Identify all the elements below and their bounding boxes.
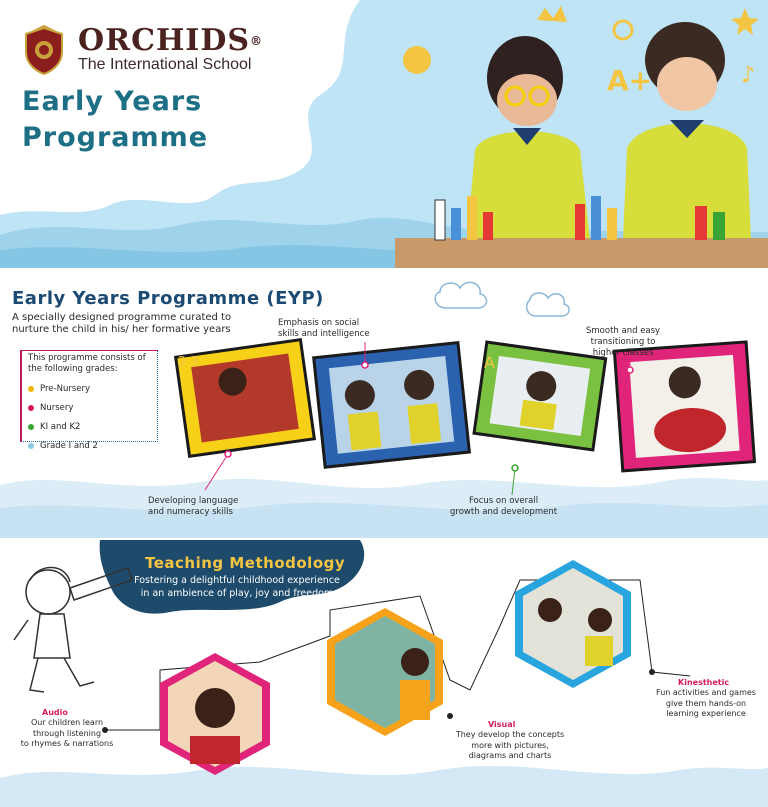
description-line: more with pictures,: [471, 740, 549, 750]
grades-list-box: [20, 350, 158, 451]
note-line: Developing language: [148, 496, 239, 506]
grade-item: [28, 422, 151, 432]
bullet-dot-icon: [28, 443, 34, 449]
note-line: higher classes: [592, 348, 654, 358]
school-logo[interactable]: [18, 24, 263, 76]
cloud-doodle-icon: [435, 282, 486, 308]
teaching-artwork: [0, 540, 768, 807]
boy-with-telescope-sketch: [14, 567, 132, 692]
description-line: through listening: [32, 728, 102, 738]
note-language-skills: [148, 496, 238, 518]
subtitle-line: in an ambience of play, joy and freedom: [140, 588, 334, 599]
cheese-doodle-icon: [403, 46, 431, 74]
visual-description: [450, 730, 570, 762]
cloud-doodle-icon-2: [527, 293, 569, 316]
hero-children-photo: [395, 0, 768, 268]
description-line: to rhymes & narrations: [20, 739, 114, 748]
hexagon-photo-visual: [327, 608, 443, 736]
a-doodle-icon: A: [484, 353, 495, 372]
photo-frame-pink: [614, 342, 754, 471]
audio-label: Audio: [42, 708, 68, 717]
note-line: Smooth and easy: [586, 326, 661, 336]
bullet-dot-icon: [28, 424, 34, 430]
grade-item: [28, 441, 151, 451]
grade-label: Pre-Nursery: [40, 384, 91, 394]
description-line: They develop the concepts: [455, 730, 565, 739]
hexagon-photo-kinesthetic: [515, 560, 631, 688]
teaching-title: Teaching Methodology: [145, 554, 346, 572]
grades-intro-line-1: This programme consists of: [28, 353, 146, 363]
kinesthetic-description: [650, 688, 762, 720]
section-title: Early Years Programme (EYP): [12, 288, 324, 309]
note-transitioning: [586, 326, 660, 359]
teaching-subtitle: [132, 574, 342, 600]
hexagon-photo-audio: [160, 653, 270, 775]
teaching-section: [0, 540, 768, 807]
audio-description: [12, 718, 122, 750]
eyp-section: [0, 270, 768, 538]
subtitle-line: Fostering a delightful childhood experience: [134, 575, 340, 586]
numbers-doodle-icon: 2 3: [178, 355, 199, 370]
note-overall-growth: [450, 496, 557, 518]
school-name: ORCHIDS: [78, 23, 250, 58]
star-doodle-icon: [731, 8, 759, 35]
subtitle-line-1: A specially designed programme curated to: [12, 312, 232, 323]
bullet-dot-icon: [28, 405, 34, 411]
grade-item: [28, 384, 151, 394]
grades-intro-line-2: the following grades:: [28, 364, 118, 374]
note-social-skills: [278, 318, 370, 340]
grades-intro: [28, 353, 151, 375]
registered-mark: ®: [250, 34, 263, 48]
photo-frame-blue: [314, 343, 470, 468]
grade-label: Nursery: [40, 403, 74, 413]
note-line: transitioning to: [590, 337, 656, 347]
title-line-1: Early Years: [22, 86, 203, 117]
bulb-doodle-icon: [614, 21, 632, 39]
description-line: Fun activities and games: [656, 688, 756, 697]
school-subtitle: The International School: [78, 56, 252, 73]
title-line-2: Programme: [22, 122, 209, 153]
a-plus-doodle-icon: A+: [607, 64, 653, 97]
bullet-dot-icon: [28, 386, 34, 392]
section-subtitle: [12, 312, 282, 336]
description-line: give them hands-on: [665, 698, 747, 708]
note-line: Focus on overall: [468, 496, 539, 506]
subtitle-line-2: nurture the child in his/ her formative years: [12, 324, 231, 335]
page-title: [22, 84, 272, 156]
visual-label: Visual: [488, 720, 516, 729]
hero-banner: [0, 0, 768, 268]
note-line: Emphasis on social: [278, 318, 360, 328]
description-line: diagrams and charts: [468, 751, 552, 760]
description-line: Our children learn: [30, 718, 104, 727]
kinesthetic-label: Kinesthetic: [678, 678, 730, 687]
music-note-icon: ♪: [741, 63, 756, 88]
note-line: and numeracy skills: [148, 507, 233, 517]
grade-label: KI and K2: [40, 422, 81, 432]
note-line: skills and intelligence: [278, 329, 370, 339]
crown-doodle-icon: [537, 6, 567, 22]
crest-icon: [18, 24, 70, 76]
description-line: learning experience: [666, 709, 746, 718]
grade-item: [28, 403, 151, 413]
note-line: growth and development: [450, 507, 558, 517]
grade-label: Grade I and 2: [40, 441, 98, 451]
